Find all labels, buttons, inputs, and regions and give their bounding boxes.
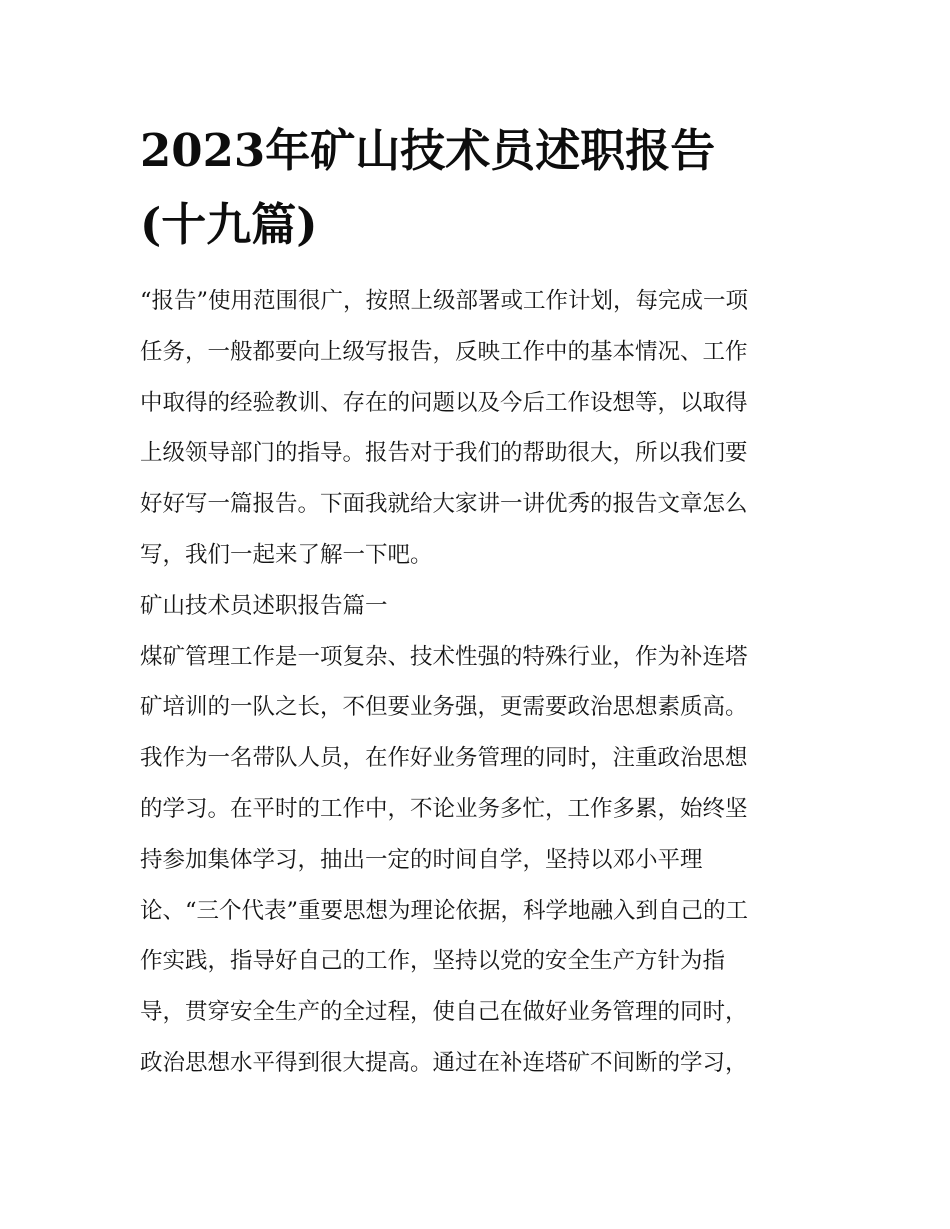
body-line: 写，我们一起来了解一下吧。	[140, 541, 433, 568]
document-title	[140, 114, 820, 262]
title-line-1: 2023年矿山技术员述职报告	[140, 124, 716, 177]
body-line: 政治思想水平得到很大提高。通过在补连塔矿不间断的学习，	[140, 1049, 748, 1076]
body-line: “报告”使用范围很广，按照上级部署或工作计划，每完成一项	[140, 288, 749, 314]
body-line: 矿培训的一队之长，不但要业务强，更需要政治思想素质高。	[140, 694, 748, 721]
body-line: 论、“三个代表”重要思想为理论依据，科学地融入到自己的工	[140, 897, 749, 924]
body-line: 作实践，指导好自己的工作，坚持以党的安全生产方针为指	[140, 948, 726, 975]
body-line: 上级领导部门的指导。报告对于我们的帮助很大，所以我们要	[140, 440, 748, 467]
body-line: 任务，一般都要向上级写报告，反映工作中的基本情况、工作	[140, 338, 748, 365]
body-line: 好好写一篇报告。下面我就给大家讲一讲优秀的报告文章怎么	[140, 491, 748, 518]
body-line: 中取得的经验教训、存在的问题以及今后工作设想等，以取得	[140, 389, 748, 416]
body-line: 的学习。在平时的工作中，不论业务多忙，工作多累，始终坚	[140, 795, 748, 822]
document-body	[140, 276, 830, 1089]
body-line: 我作为一名带队人员，在作好业务管理的同时，注重政治思想	[140, 745, 748, 772]
body-line: 导，贯穿安全生产的全过程，使自己在做好业务管理的同时，	[140, 999, 748, 1026]
body-line: 煤矿管理工作是一项复杂、技术性强的特殊行业，作为补连塔	[140, 643, 748, 670]
section-heading: 矿山技术员述职报告篇一	[140, 592, 388, 619]
body-line: 持参加集体学习，抽出一定的时间自学，坚持以邓小平理	[140, 846, 703, 873]
title-line-2: (十九篇)	[140, 198, 318, 251]
